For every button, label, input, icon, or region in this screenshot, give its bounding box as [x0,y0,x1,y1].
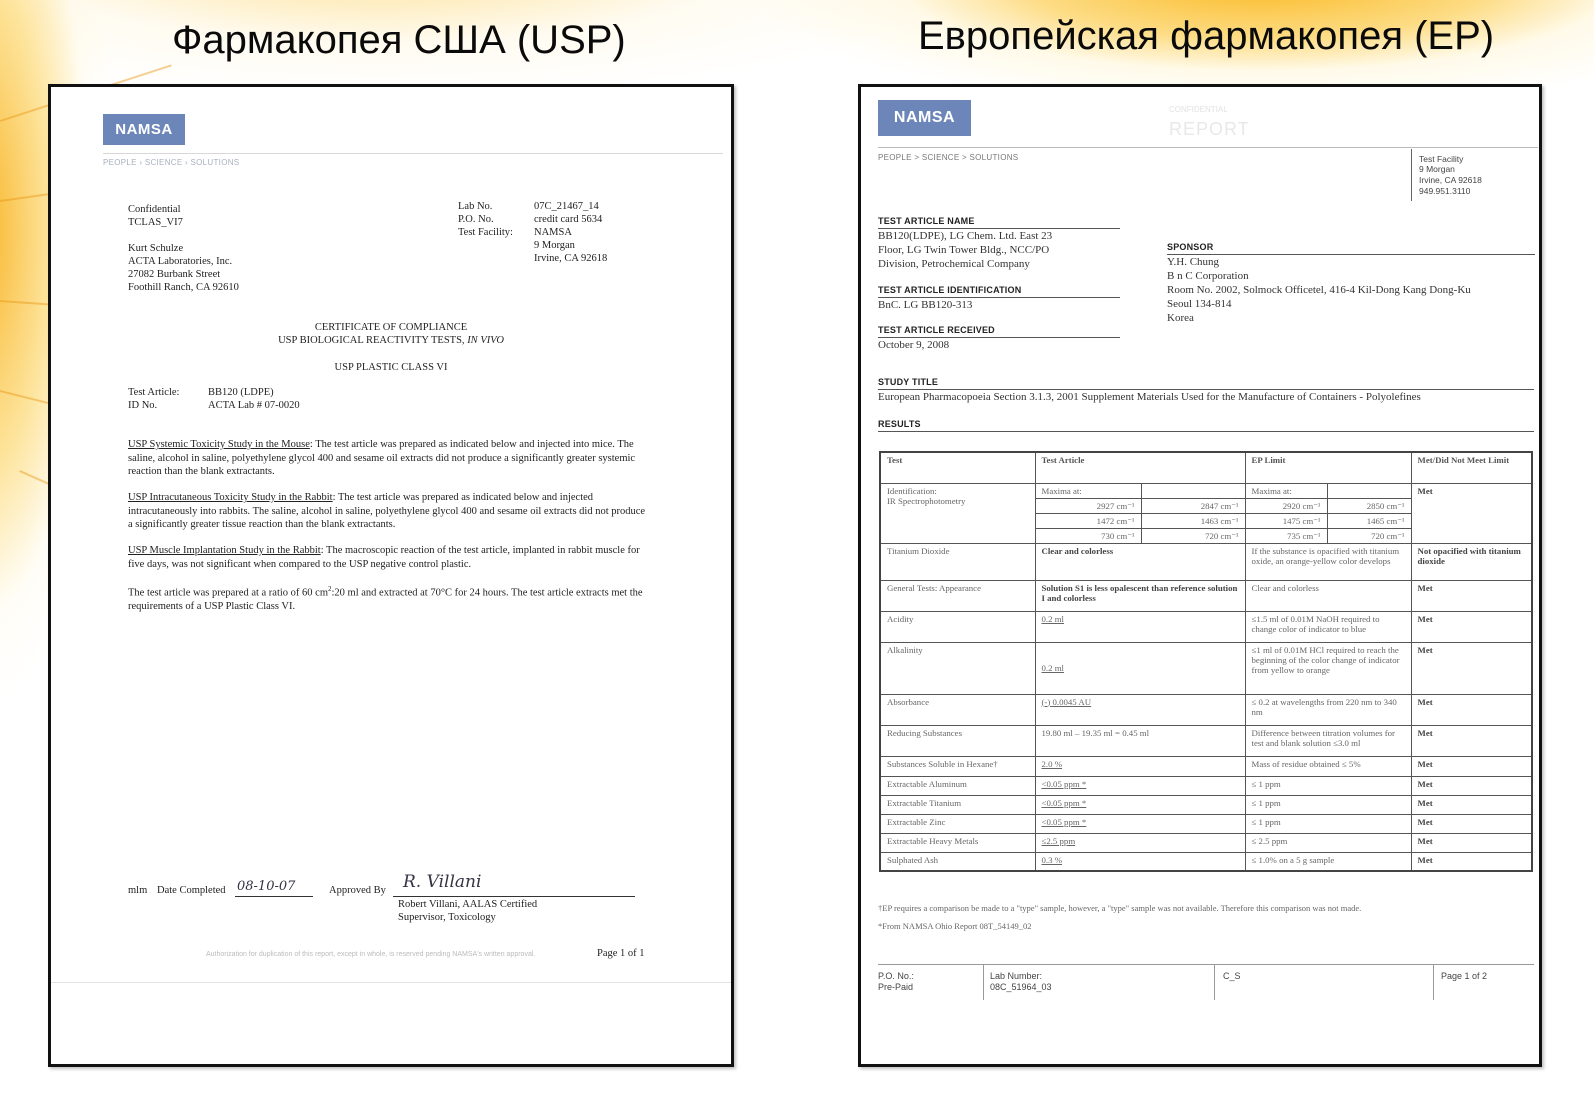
duplication-disclaimer: Authorization for duplication of this report, except in whole, is reserved pending NAMSA's written approval. [206,951,536,958]
ep-limit-cell: ≤ 1 ppm [1245,776,1411,795]
ep-limit-cell: ≤ 0.2 at wavelengths from 220 nm to 340 nm [1245,694,1411,725]
approved-label: Approved By [329,885,386,896]
footer-divider [1433,964,1434,1000]
ep-limit-cell: ≤1 ml of 0.01M HCl required to reach the beginning of the color change of indicator from yellow to orange [1245,642,1411,694]
maxima-label: Maxima at: [1245,483,1327,498]
certificate-subtitle: USP BIOLOGICAL REACTIVITY TESTS, IN VIVO [278,335,504,346]
test-article-cell: Solution S1 is less opalescent than reference solution I and colorless [1035,580,1245,611]
id-value: ACTA Lab # 07-0020 [208,400,300,411]
received-heading: TEST ARTICLE RECEIVED [878,325,995,335]
ep-title: Европейская фармакопея (EP) [918,14,1495,58]
lab-number-label: Lab Number: [990,971,1043,981]
signature-line [393,896,635,897]
test-name-cell: Extractable Aluminum [880,776,1035,795]
article-label: Test Article: [128,387,180,398]
facility-line: 949.951.3110 [1419,186,1471,196]
met-cell: Not opacified with titanium dioxide [1411,543,1532,580]
study-title-heading: STUDY TITLE [878,377,939,387]
ep-limit-cell: Clear and colorless [1245,580,1411,611]
facility-line: 9 Morgan [1419,164,1455,174]
study-title: European Pharmacopoeia Section 3.1.3, 2001 Supplement Materials Used for the Manufacture of Containers - Polyolefines [878,391,1421,403]
header-ep-limit: EP Limit [1245,452,1411,483]
footer-rule [878,964,1534,965]
met-cell: Met [1411,776,1532,795]
met-cell: Met [1411,814,1532,833]
test-name-cell: General Tests: Appearance [880,580,1035,611]
ident-test-cell: Identification: IR Spectrophotometry [880,483,1035,543]
spectrum-value: 1472 cm⁻¹ [1035,513,1141,528]
recipient-line: ACTA Laboratories, Inc. [128,256,233,267]
sponsor-line: Seoul 134-814 [1167,298,1232,310]
article-value: BB120 (LDPE) [208,387,274,398]
test-article-cell: ≤2.5 ppm [1035,833,1245,852]
date-completed: 08-10-07 [237,879,296,894]
facility-divider [1411,149,1412,201]
spectrum-value: 735 cm⁻¹ [1245,528,1327,543]
ep-limit-cell: ≤ 2.5 ppm [1245,833,1411,852]
test-name-cell: Extractable Titanium [880,795,1035,814]
results-table [879,451,1533,872]
test-name-cell: Substances Soluble in Hexane† [880,756,1035,776]
tagline: PEOPLE › SCIENCE › SOLUTIONS [103,158,240,167]
table-row [880,543,1532,580]
met-cell: Met [1411,580,1532,611]
lab-number-value: 08C_51964_03 [990,982,1052,992]
test-article-cell: <0.05 ppm * [1035,795,1245,814]
test-name-cell: Reducing Substances [880,725,1035,756]
table-row [880,725,1532,756]
table-row [880,776,1532,795]
table-row [880,795,1532,814]
date-label: Date Completed [157,885,226,896]
met-cell: Met [1411,833,1532,852]
table-row [880,611,1532,642]
test-name-cell: Acidity [880,611,1035,642]
id-label: ID No. [128,400,158,411]
page-number: Page 1 of 1 [597,948,645,959]
test-article-cell: 19.80 ml – 19.35 ml = 0.45 ml [1035,725,1245,756]
approver-name: Robert Villani, AALAS Certified [398,899,538,910]
plastic-class: USP PLASTIC CLASS VI [334,362,448,373]
usp-certificate-page [48,84,734,1067]
ep-report-page [858,84,1542,1067]
lab-value: 07C_21467_14 [534,201,599,212]
ep-limit-cell: ≤ 1.0% on a 5 g sample [1245,852,1411,871]
initials: mlm [128,885,148,896]
test-name-cell: Extractable Heavy Metals [880,833,1035,852]
article-name-line: Floor, LG Twin Tower Bldg., NCC/PO [878,244,1050,256]
test-article-cell: 0.2 ml [1035,642,1245,694]
footer-divider [1214,964,1215,1000]
article-name-line: Division, Petrochemical Company [878,258,1030,270]
confidential-watermark: CONFIDENTIAL [1169,105,1228,114]
met-cell: Met [1411,642,1532,694]
spectrum-value: 1463 cm⁻¹ [1141,513,1245,528]
spectrum-value: 1465 cm⁻¹ [1327,513,1411,528]
table-row [880,852,1532,871]
page-number: Page 1 of 2 [1441,971,1488,981]
results-heading: RESULTS [878,419,921,429]
test-name-cell: Titanium Dioxide [880,543,1035,580]
spectrum-value: 2850 cm⁻¹ [1327,498,1411,513]
test-article-cell: 0.2 ml [1035,611,1245,642]
report-watermark: REPORT [1169,119,1250,139]
table-row [880,756,1532,776]
approver-signature: R. Villani [403,872,482,892]
ep-limit-cell: If the substance is opacified with titanium oxide, an orange-yellow color develops [1245,543,1411,580]
test-name-cell: Absorbance [880,694,1035,725]
lab-value: credit card 5634 [534,214,603,225]
header-test: Test [880,452,1035,483]
footer-divider [983,964,984,1000]
footnote-type-sample: †EP requires a comparison be made to a "type" sample, however, a "type" sample was not available. Therefore this comparison was not made. [878,903,1362,913]
header-met: Met/Did Not Meet Limit [1411,452,1532,483]
lab-value: 9 Morgan [534,240,575,251]
spectrum-value: 2920 cm⁻¹ [1245,498,1327,513]
table-row [880,580,1532,611]
test-name-cell: Extractable Zinc [880,814,1035,833]
article-id-heading: TEST ARTICLE IDENTIFICATION [878,285,1022,295]
table-row [880,833,1532,852]
report-code: C_S [1223,971,1241,981]
ep-limit-cell: ≤ 1 ppm [1245,795,1411,814]
test-article-cell: <0.05 ppm * [1035,814,1245,833]
lab-value: Irvine, CA 92618 [534,253,608,264]
recipient-line: Kurt Schulze [128,243,184,254]
facility-line: Irvine, CA 92618 [1419,175,1482,185]
met-cell: Met [1411,725,1532,756]
table-row [880,483,1532,498]
systemic-toxicity-paragraph: USP Systemic Toxicity Study in the Mouse: The test article was prepared as indicated below and injected into mice. The saline, alcohol in saline, polyethylene glycol 400 and sesame oil extracts did not produce a significantly greater systemic reaction than the blank extractants. [128,439,636,477]
confidential-label: Confidential [128,204,181,215]
spectrum-value: 2847 cm⁻¹ [1141,498,1245,513]
header-test-article: Test Article [1035,452,1245,483]
recipient-line: 27082 Burbank Street [128,269,221,280]
test-article-cell: <0.05 ppm * [1035,776,1245,795]
tagline: PEOPLE > SCIENCE > SOLUTIONS [878,153,1019,162]
test-article-cell: 0.3 % [1035,852,1245,871]
usp-title: Фармакопея США (USP) [172,18,626,62]
maxima-label: Maxima at: [1035,483,1141,498]
article-name-heading: TEST ARTICLE NAME [878,216,975,226]
facility-line: Test Facility [1419,154,1464,164]
ep-limit-cell: Difference between titration volumes for test and blank solution ≤3.0 ml [1245,725,1411,756]
header-divider [103,153,723,154]
spectrum-value: 730 cm⁻¹ [1035,528,1141,543]
spectrum-value: 1475 cm⁻¹ [1245,513,1327,528]
approver-title: Supervisor, Toxicology [398,912,496,923]
lab-label: Lab No. [458,201,493,212]
article-id: BnC. LG BB120-313 [878,299,973,311]
po-value: Pre-Paid [878,982,914,992]
heading-rule [1167,254,1535,255]
heading-rule [878,431,1534,432]
footnote-ohio-report: *From NAMSA Ohio Report 08T_54149_02 [878,921,1032,931]
sponsor-line: B n C Corporation [1167,270,1249,282]
namsa-logo: NAMSA [878,100,971,136]
recipient-line: Foothill Ranch, CA 92610 [128,282,239,293]
test-article-cell: (-) 0.0045 AU [1035,694,1245,725]
preparation-paragraph: The test article was prepared at a ratio of 60 $cm^2:20$ ml and extracted at 70°C for 24 hours. The test article extracts met the requirements of a USP Plastic Class VI. [128,585,643,612]
test-article-cell: 2.0 % [1035,756,1245,776]
footer-divider [51,982,731,983]
po-label: P.O. No.: [878,971,914,981]
met-cell: Met [1411,795,1532,814]
header-divider [878,147,1538,148]
lab-value: NAMSA [534,227,572,238]
client-code: TCLAS_VI7 [128,217,183,228]
table-row [880,814,1532,833]
ep-limit-cell: ≤1.5 ml of 0.01M NaOH required to change color of indicator to blue [1245,611,1411,642]
met-cell: Met [1411,694,1532,725]
ep-limit-cell: Mass of residue obtained ≤ 5% [1245,756,1411,776]
table-header-row [880,452,1532,483]
table-row [880,642,1532,694]
spectrum-value: 2927 cm⁻¹ [1035,498,1141,513]
ident-result: Met [1411,483,1532,543]
sponsor-heading: SPONSOR [1167,242,1214,252]
test-article-cell: Clear and colorless [1035,543,1245,580]
met-cell: Met [1411,611,1532,642]
certificate-title: CERTIFICATE OF COMPLIANCE [314,322,468,333]
met-cell: Met [1411,852,1532,871]
namsa-logo: NAMSA [103,114,185,145]
implantation-paragraph: USP Muscle Implantation Study in the Rabbit: The macroscopic reaction of the test article, implanted in rabbit muscle for five days, was not significant when compared to the USP negative control plastic. [128,545,640,570]
intracutaneous-paragraph: USP Intracutaneous Toxicity Study in the Rabbit: The test article was prepared as indicated below and injected intracutaneously into rabbits. The saline, alcohol in saline, polyethylene glycol 400 and sesame oil extracts did not produce a significantly greater tissue reaction than the blank extractants. [128,492,646,530]
lab-label: P.O. No. [458,214,494,225]
ep-limit-cell: ≤ 1 ppm [1245,814,1411,833]
spectrum-value: 720 cm⁻¹ [1141,528,1245,543]
article-name-line: BB120(LDPE), LG Chem. Ltd. East 23 [878,230,1053,242]
spectrum-value: 720 cm⁻¹ [1327,528,1411,543]
table-row [880,694,1532,725]
met-cell: Met [1411,756,1532,776]
test-name-cell: Alkalinity [880,642,1035,694]
received-date: October 9, 2008 [878,339,950,351]
date-underline [235,896,313,897]
sponsor-line: Y.H. Chung [1167,256,1220,268]
sponsor-line: Korea [1167,312,1194,324]
sponsor-line: Room No. 2002, Solmock Officetel, 416-4 Kil-Dong Kang Dong-Ku [1167,284,1471,296]
test-name-cell: Sulphated Ash [880,852,1035,871]
lab-label: Test Facility: [458,227,513,238]
